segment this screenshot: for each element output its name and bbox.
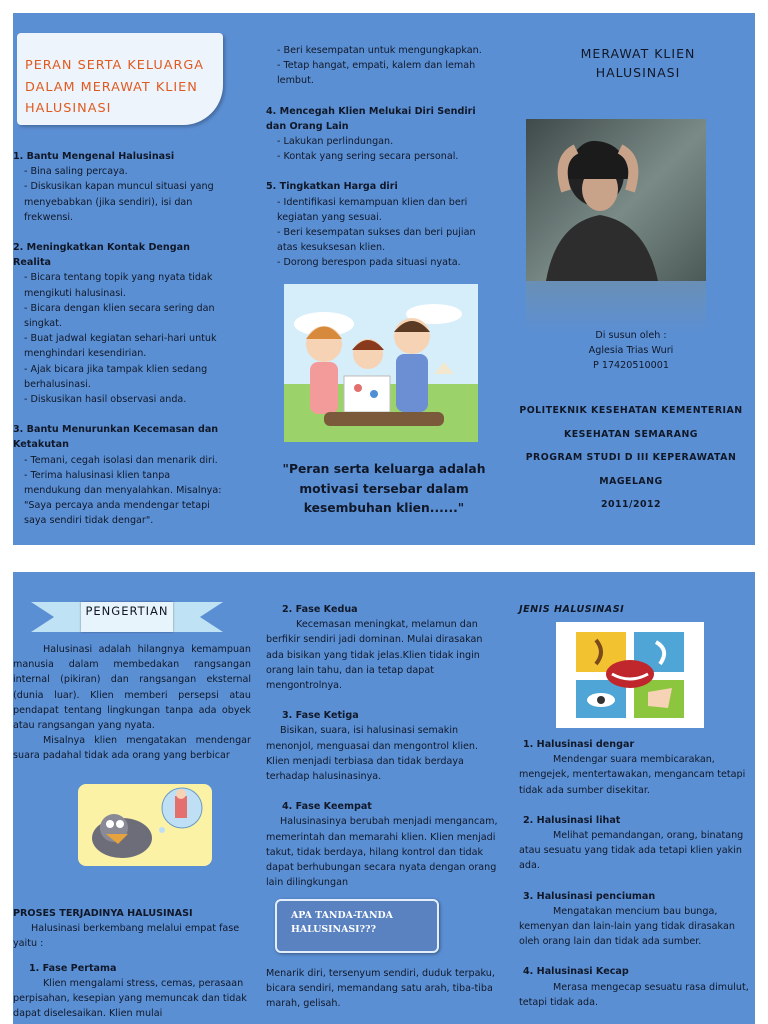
author-name: Aglesia Trias Wuri — [588, 345, 674, 356]
step-2-item: - Bicara tentang topik yang nyata tidak mengikuti halusinasi. — [24, 272, 213, 299]
signs-text: Menarik diri, tersenyum sendiri, duduk terpaku, bicara sendiri, memandang satu arah, tiba-tiba marah, gelisah. — [266, 968, 495, 1010]
pengertian-ribbon — [31, 602, 223, 632]
types-heading: JENIS HALUSINASI — [519, 604, 625, 615]
family-quote: "Peran serta keluarga adalah motivasi tersebar dalam kesembuhan klien......" — [282, 462, 486, 515]
phases-column — [266, 602, 498, 890]
step-1-heading: 1. Bantu Mengenal Halusinasi — [13, 151, 175, 162]
step-3-item: - Terima halusinasi klien tanpa mendukung dan menyalahkan. Misalnya: "Saya percaya anda mendengar tetapi saya sendiri tidak dengar". — [24, 469, 222, 527]
brochure-outer-panel — [13, 13, 755, 545]
phase-1-heading: 1. Fase Pertama — [29, 962, 117, 974]
phase-2-heading: 2. Fase Kedua — [282, 604, 358, 615]
brochure-inner-panel — [13, 572, 755, 1024]
signs-scroll-banner — [275, 899, 439, 953]
signs-heading: APA TANDA-TANDA HALUSINASI??? — [291, 910, 393, 935]
step-2-heading: 2. Meningkatkan Kontak Dengan Realita — [13, 242, 190, 269]
step-4-item: - Lakukan perlindungan. — [277, 136, 394, 148]
institution-block — [509, 399, 753, 517]
definition-example: Misalnya klien mengatakan mendengar suara padahal tidak ada orang yang berbicar — [13, 735, 251, 762]
institution-line: KESEHATAN SEMARANG — [564, 428, 698, 440]
hallucination-cartoon — [78, 784, 212, 866]
step-1-item: - Diskusikan kapan muncul situasi yang menyebabkan (jika sendiri), isi dan frekwensi. — [24, 181, 214, 223]
title-banner — [17, 33, 223, 125]
type-3-text: Mengatakan mencium bau bunga, kemenyan dan lain-lain yang tidak dirasakan oleh orang lain dan tidak ada sumber. — [519, 905, 735, 948]
phase-2-text: Kecemasan meningkat, melamun dan berfikir sendiri jadi dominan. Mulai dirasakan ada bisikan yang tidak jelas.Klien tidak ingin orang lain tahu, dan ia tetap dapat mengontrolnya. — [266, 619, 483, 692]
pengertian-label: PENGERTIAN — [85, 604, 169, 618]
step-4-item: - Kontak yang sering secara personal. — [277, 151, 459, 163]
phase-4-heading: 4. Fase Keempat — [282, 801, 372, 813]
definition-column — [13, 642, 251, 764]
care-steps-column-2 — [266, 43, 498, 271]
phase-4-text: Halusinasinya berubah menjadi mengancam, memerintah dan memarahi klien. Klien menjadi takut, tidak berdaya, hilang kontrol dan tidak dapat berhubungan secara nyata dengan orang lain dilingkungan — [266, 816, 498, 889]
academic-year: 2011/2012 — [600, 499, 662, 510]
step-5-heading: 5. Tingkatkan Harga diri — [266, 181, 398, 193]
family-illustration — [284, 284, 478, 442]
step-3-item: - Tetap hangat, empati, kalem dan lemah lembut. — [277, 60, 476, 87]
definition-paragraph: Halusinasi adalah hilangnya kemampuan manusia dalam membedakan rangsangan internal (pikiran) dan rangsangan eksternal (dunia luar). Klien memberi persepsi atau pendapat tentang lingkungan tanpa ada obyek atau rangsangan yang nyata. — [13, 644, 251, 732]
step-1-item: - Bina saling percaya. — [24, 166, 128, 178]
process-column — [13, 906, 251, 1021]
signs-text-block — [266, 966, 498, 1012]
step-2-item: - Ajak bicara jika tampak klien sedang berhalusinasi. — [24, 363, 208, 390]
senses-illustration — [556, 622, 704, 728]
cover-photo — [526, 119, 706, 281]
type-4-heading: 4. Halusinasi Kecap — [523, 966, 629, 978]
step-5-item: - Beri kesempatan sukses dan beri pujian atas kesuksesan klien. — [277, 227, 476, 254]
type-2-heading: 2. Halusinasi lihat — [523, 814, 621, 826]
institution-line: MAGELANG — [599, 475, 663, 487]
step-2-item: - Diskusikan hasil observasi anda. — [24, 394, 187, 406]
step-2-item: - Buat jadwal kegiatan sehari-hari untuk menghindari kesendirian. — [24, 333, 217, 360]
care-steps-column-1 — [13, 149, 228, 529]
types-column — [519, 737, 755, 1010]
phase-3-text: Bisikan, suara, isi halusinasi semakin menonjol, menguasai dan mengontrol klien. Klien menjadi terbiasa dan tidak berdaya terhadap halusinasinya. — [266, 725, 479, 783]
cover-title: MERAWAT KLIEN HALUSINASI — [580, 46, 696, 80]
institution-line: POLITEKNIK KESEHATAN KEMENTERIAN — [519, 405, 743, 416]
phase-3-heading: 3. Fase Ketiga — [282, 710, 359, 722]
authored-by-label: Di susun oleh : — [595, 330, 667, 341]
type-4-text: Merasa mengecap sesuatu rasa dimulut, tetapi tidak ada. — [519, 981, 749, 1008]
phase-1-text: Klien mengalami stress, cemas, perasaan perpisahan, kesepian yang memuncak dan tidak dapat diselesaikan. Klien mulai — [13, 977, 247, 1020]
cover-photo-reflection — [526, 281, 706, 335]
brochure-title: PERAN SERTA KELUARGA DALAM MERAWAT KLIEN HALUSINASI — [25, 58, 205, 116]
author-block — [513, 328, 749, 373]
step-2-item: - Bicara dengan klien secara sering dan singkat. — [24, 302, 215, 330]
process-intro: Halusinasi berkembang melalui empat fase yaitu : — [13, 923, 240, 950]
type-3-heading: 3. Halusinasi penciuman — [523, 890, 656, 902]
types-heading-block — [519, 602, 755, 617]
type-1-heading: 1. Halusinasi dengar — [523, 739, 635, 750]
type-2-text: Melihat pemandangan, orang, binatang atau sesuatu yang tidak ada tetapi klien yakin ada. — [519, 830, 744, 872]
author-id: P 17420510001 — [593, 360, 669, 371]
type-1-text: Mendengar suara membicarakan, mengejek, mentertawakan, mengancam tetapi tidak ada sumber disekitar. — [519, 754, 746, 796]
institution-line: PROGRAM STUDI D III KEPERAWATAN — [525, 452, 737, 463]
step-3-heading: 3. Bantu Menurunkan Kecemasan dan Ketakutan — [13, 424, 219, 451]
step-3-item: - Beri kesempatan untuk mengungkapkan. — [277, 45, 482, 56]
step-4-heading: 4. Mencegah Klien Melukai Diri Sendiri dan Orang Lain — [266, 105, 476, 132]
process-heading: PROSES TERJADINYA HALUSINASI — [13, 908, 193, 919]
step-5-item: - Dorong berespon pada situasi nyata. — [277, 257, 461, 269]
step-5-item: - Identifikasi kemampuan klien dan beri kegiatan yang sesuai. — [277, 196, 468, 223]
step-3-item: - Temani, cegah isolasi dan menarik diri. — [24, 454, 218, 466]
